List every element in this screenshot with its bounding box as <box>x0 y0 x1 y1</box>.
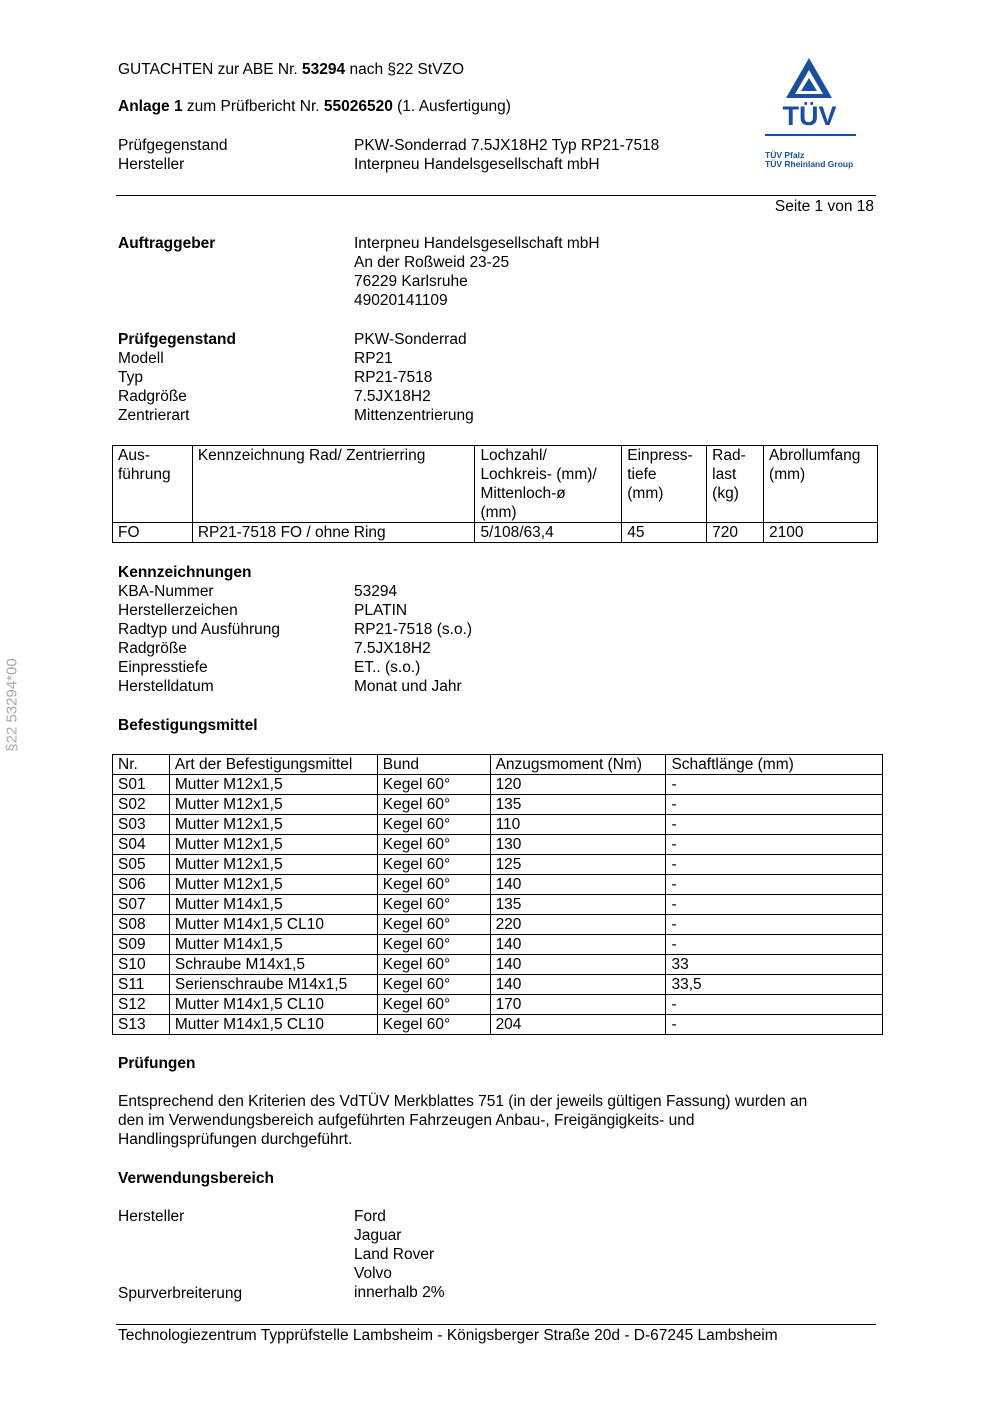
field-label: Herstelldatum <box>118 678 214 695</box>
paragraph-line: Handlingsprüfungen durchgeführt. <box>118 1131 353 1148</box>
tuv-logo <box>762 56 862 176</box>
table-cell: 125 <box>490 855 666 875</box>
table-header-cell: Bund <box>377 755 490 775</box>
test-object-values <box>354 330 474 425</box>
field-value: 7.5JX18H2 <box>354 640 431 657</box>
table-cell: 140 <box>490 875 666 895</box>
header-info <box>118 136 227 174</box>
table-cell: 45 <box>622 523 707 543</box>
field-value: ET.. (s.o.) <box>354 659 421 676</box>
field-label: Zentrierart <box>118 407 190 424</box>
report-number: 55026520 <box>323 98 393 115</box>
table-row <box>113 955 883 975</box>
table-cell: 130 <box>490 835 666 855</box>
table-cell: - <box>666 1015 883 1035</box>
field-label: Einpresstiefe <box>118 659 208 676</box>
client-number: 49020141109 <box>354 292 448 309</box>
field-label: Radtyp und Ausführung <box>118 621 281 638</box>
table-cell: Mutter M12x1,5 <box>169 835 377 855</box>
table-cell: 5/108/63,4 <box>475 523 622 543</box>
table-cell: Mutter M14x1,5 CL10 <box>169 915 377 935</box>
sidebar-reference-text: §22 53294*00 <box>3 658 21 752</box>
table-cell: Mutter M12x1,5 <box>169 775 377 795</box>
field-label: KBA-Nummer <box>118 583 214 600</box>
table-cell: Mutter M12x1,5 <box>169 875 377 895</box>
table-cell: Kegel 60° <box>377 815 490 835</box>
title-suffix: nach §22 StVZO <box>345 61 465 78</box>
table-cell: - <box>666 915 883 935</box>
table-header-cell: Aus- führung <box>113 446 193 523</box>
wheel-table <box>112 445 878 543</box>
table-cell: Kegel 60° <box>377 855 490 875</box>
field-value: RP21 <box>354 350 393 367</box>
table-cell: S01 <box>113 775 170 795</box>
table-cell: Schraube M14x1,5 <box>169 955 377 975</box>
field-label: Herstellerzeichen <box>118 602 238 619</box>
annex-text: zum Prüfbericht Nr. <box>182 98 324 115</box>
table-cell: 140 <box>490 935 666 955</box>
list-item: Ford <box>354 1208 386 1225</box>
client-label: Auftraggeber <box>118 235 216 252</box>
field-value: 7.5JX18H2 <box>354 388 431 405</box>
markings-labels <box>118 563 280 696</box>
table-header-cell: Schaftlänge (mm) <box>666 755 883 775</box>
table-header-cell: Einpress- tiefe (mm) <box>622 446 707 523</box>
field-value: RP21-7518 <box>354 369 433 386</box>
tuv-group: TÜV Rheinland Group <box>765 159 854 169</box>
table-row <box>113 523 878 543</box>
field-value: RP21-7518 (s.o.) <box>354 621 473 638</box>
field-label: Typ <box>118 369 143 386</box>
field-label: Radgröße <box>118 640 187 657</box>
footer-address: Technologiezentrum Typprüfstelle Lambsheim - Königsberger Straße 20d - D-67245 Lambsheim <box>118 1327 778 1344</box>
table-cell: Mutter M14x1,5 CL10 <box>169 995 377 1015</box>
table-cell: - <box>666 855 883 875</box>
client-street: An der Roßweid 23-25 <box>354 254 510 271</box>
table-cell: Kegel 60° <box>377 955 490 975</box>
table-cell: S07 <box>113 895 170 915</box>
table-cell: RP21-7518 FO / ohne Ring <box>192 523 475 543</box>
manufacturer-list <box>354 1207 444 1302</box>
table-cell: 2100 <box>764 523 878 543</box>
test-object-title: Prüfgegenstand <box>118 331 236 348</box>
abe-number: 53294 <box>302 61 346 78</box>
table-cell: Mutter M14x1,5 <box>169 895 377 915</box>
table-cell: Kegel 60° <box>377 875 490 895</box>
field-label: Modell <box>118 350 164 367</box>
table-cell: Kegel 60° <box>377 935 490 955</box>
table-cell: S13 <box>113 1015 170 1035</box>
table-row <box>113 995 883 1015</box>
header-values <box>354 136 659 174</box>
table-header-cell: Abrollumfang (mm) <box>764 446 878 523</box>
table-cell: Kegel 60° <box>377 995 490 1015</box>
report-title <box>118 60 464 79</box>
table-header-cell: Art der Befestigungsmittel <box>169 755 377 775</box>
table-header-cell: Lochzahl/ Lochkreis- (mm)/ Mittenloch-ø (mm) <box>475 446 622 523</box>
table-cell: - <box>666 875 883 895</box>
table-header-row <box>113 446 878 523</box>
table-cell: - <box>666 775 883 795</box>
table-cell: 33 <box>666 955 883 975</box>
tests-title: Prüfungen <box>118 1055 196 1072</box>
table-cell: 33,5 <box>666 975 883 995</box>
list-item: Volvo <box>354 1265 392 1282</box>
table-row <box>113 915 883 935</box>
client-address <box>354 234 600 310</box>
table-cell: Mutter M12x1,5 <box>169 855 377 875</box>
table-row <box>113 975 883 995</box>
title-text: GUTACHTEN zur ABE Nr. <box>118 61 303 78</box>
manufacturer-label: Hersteller <box>118 1208 185 1225</box>
table-cell: S05 <box>113 855 170 875</box>
table-cell: Mutter M12x1,5 <box>169 815 377 835</box>
client-name: Interpneu Handelsgesellschaft mbH <box>354 235 600 252</box>
table-cell: Serienschraube M14x1,5 <box>169 975 377 995</box>
table-cell: Mutter M12x1,5 <box>169 795 377 815</box>
table-row <box>113 815 883 835</box>
field-value: Monat und Jahr <box>354 678 462 695</box>
table-cell: - <box>666 835 883 855</box>
table-header-cell: Anzugsmoment (Nm) <box>490 755 666 775</box>
table-cell: S11 <box>113 975 170 995</box>
table-cell: 110 <box>490 815 666 835</box>
table-cell: - <box>666 895 883 915</box>
field-value: PLATIN <box>354 602 408 619</box>
table-header-row <box>113 755 883 775</box>
table-cell: 220 <box>490 915 666 935</box>
table-cell: Kegel 60° <box>377 915 490 935</box>
table-cell: Kegel 60° <box>377 975 490 995</box>
list-item: Land Rover <box>354 1246 435 1263</box>
field-value: 53294 <box>354 583 398 600</box>
header-divider <box>116 195 876 196</box>
table-row <box>113 855 883 875</box>
table-cell: 140 <box>490 955 666 975</box>
tuv-wordmark: TÜV <box>782 101 837 131</box>
sidebar-reference <box>0 650 24 760</box>
table-cell: S02 <box>113 795 170 815</box>
page-number: Seite 1 von 18 <box>774 198 874 215</box>
table-row <box>113 835 883 855</box>
table-header-cell: Rad- last (kg) <box>707 446 764 523</box>
table-cell: Kegel 60° <box>377 895 490 915</box>
table-header-cell: Kennzeichnung Rad/ Zentrierring <box>192 446 475 523</box>
tests-paragraph <box>118 1092 807 1149</box>
list-item: Jaguar <box>354 1227 402 1244</box>
paragraph-line: den im Verwendungsbereich aufgeführten Fahrzeugen Anbau-, Freigängigkeits- und <box>118 1112 695 1129</box>
table-cell: FO <box>113 523 193 543</box>
table-cell: 135 <box>490 795 666 815</box>
markings-title: Kennzeichnungen <box>118 564 252 581</box>
header-value: Interpneu Handelsgesellschaft mbH <box>354 156 600 173</box>
table-cell: Kegel 60° <box>377 795 490 815</box>
table-row <box>113 935 883 955</box>
field-value: PKW-Sonderrad <box>354 331 467 348</box>
header-row: Hersteller <box>118 156 185 173</box>
markings-values <box>354 582 472 696</box>
table-cell: S10 <box>113 955 170 975</box>
field-label: Radgröße <box>118 388 187 405</box>
table-cell: - <box>666 995 883 1015</box>
table-cell: S08 <box>113 915 170 935</box>
footer-divider <box>116 1324 876 1325</box>
table-cell: 720 <box>707 523 764 543</box>
header-row: Prüfgegenstand <box>118 137 228 154</box>
table-cell: Kegel 60° <box>377 835 490 855</box>
annex-label: Anlage 1 <box>118 98 183 115</box>
table-cell: - <box>666 795 883 815</box>
table-row <box>113 795 883 815</box>
table-cell: S09 <box>113 935 170 955</box>
client-city: 76229 Karlsruhe <box>354 273 468 290</box>
paragraph-line: Entsprechend den Kriterien des VdTÜV Merkblattes 751 (in der jeweils gültigen Fassung) wurden an <box>118 1093 808 1110</box>
table-cell: Mutter M14x1,5 CL10 <box>169 1015 377 1035</box>
table-cell: S06 <box>113 875 170 895</box>
table-cell: 120 <box>490 775 666 795</box>
track-widening-value: innerhalb 2% <box>354 1284 445 1301</box>
table-cell: 204 <box>490 1015 666 1035</box>
table-cell: 140 <box>490 975 666 995</box>
table-cell: 135 <box>490 895 666 915</box>
table-cell: Kegel 60° <box>377 775 490 795</box>
field-value: Mittenzentrierung <box>354 407 474 424</box>
logo-divider <box>765 134 856 136</box>
fasteners-title: Befestigungsmittel <box>118 717 258 734</box>
table-row <box>113 1015 883 1035</box>
table-cell: S04 <box>113 835 170 855</box>
table-row <box>113 875 883 895</box>
tuv-pfalz: TÜV Pfalz <box>765 150 805 160</box>
table-cell: - <box>666 935 883 955</box>
table-cell: 170 <box>490 995 666 1015</box>
table-cell: Mutter M14x1,5 <box>169 935 377 955</box>
table-cell: Kegel 60° <box>377 1015 490 1035</box>
table-header-cell: Nr. <box>113 755 170 775</box>
fasteners-table <box>112 754 883 1035</box>
track-widening-label: Spurverbreiterung <box>118 1285 243 1302</box>
table-cell: S12 <box>113 995 170 1015</box>
annex-line <box>118 97 511 116</box>
test-object-labels <box>118 330 236 425</box>
header-value: PKW-Sonderrad 7.5JX18H2 Typ RP21-7518 <box>354 137 660 154</box>
table-row <box>113 775 883 795</box>
table-cell: - <box>666 815 883 835</box>
table-row <box>113 895 883 915</box>
table-cell: S03 <box>113 815 170 835</box>
copy-note: (1. Ausfertigung) <box>392 98 511 115</box>
usage-title: Verwendungsbereich <box>118 1170 274 1187</box>
